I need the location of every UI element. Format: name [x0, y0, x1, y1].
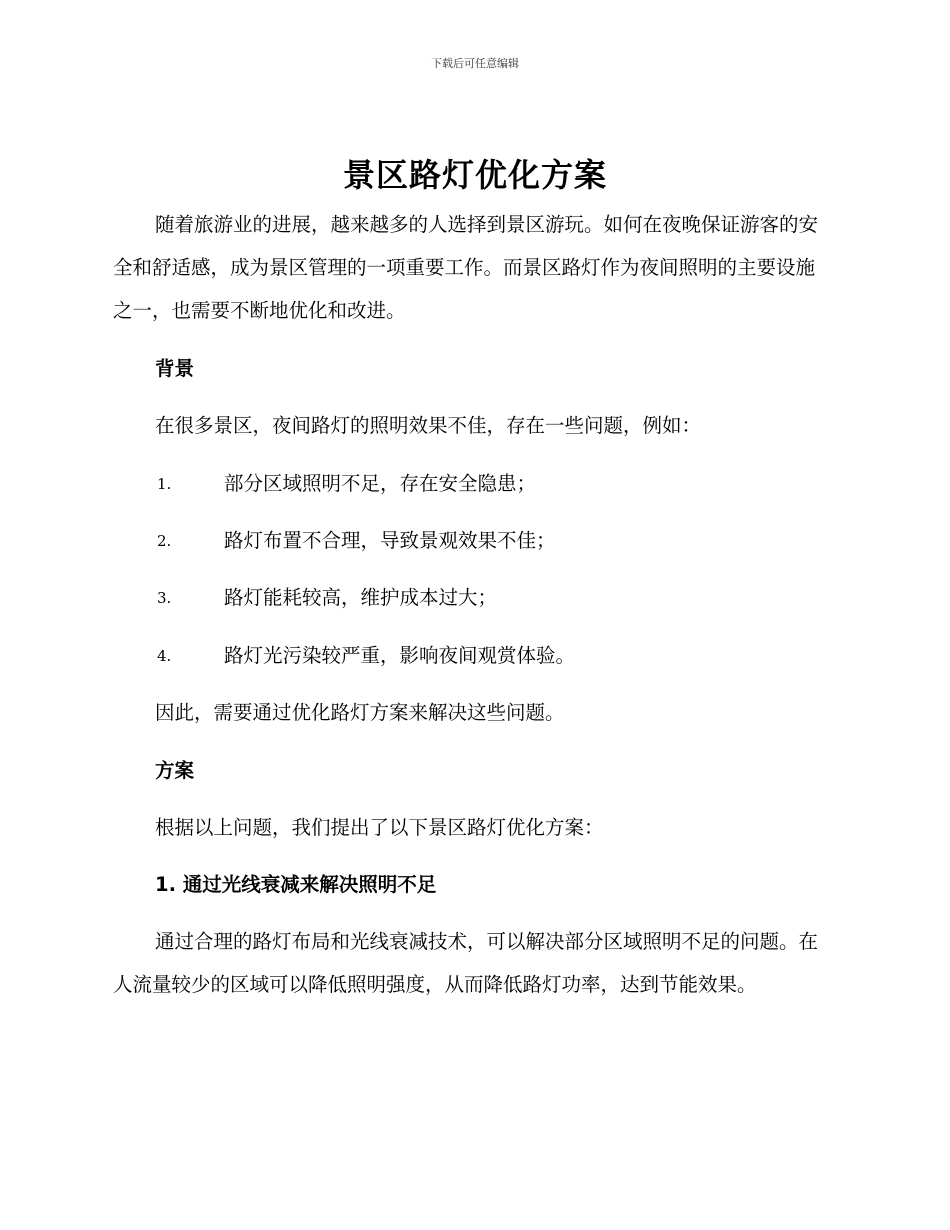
intro-text: 随着旅游业的进展，越来越多的人选择到景区游玩。如何在夜晚保证游客的安全和舒适感，成为景区管理的一项重要工作。而景区路灯作为夜间照明的主要设施之一，也需要不断地优化和改进。: [113, 213, 819, 322]
plan-heading: 方案: [155, 759, 195, 782]
intro-paragraph: [113, 203, 831, 332]
document-title: 景区路灯优化方案: [342, 156, 607, 194]
list-item-text: 路灯光污染较严重，影响夜间观赏体验。: [224, 644, 576, 667]
plan-lead: 根据以上问题，我们提出了以下景区路灯优化方案：: [155, 816, 604, 839]
section1-heading: 1. 通过光线衰减来解决照明不足: [155, 873, 437, 896]
list-item-number: 2.: [157, 532, 172, 550]
section1-paragraph: [113, 920, 831, 1006]
list-item-number: 3.: [157, 589, 172, 607]
list-item-text: 路灯布置不合理，导致景观效果不佳；: [224, 529, 556, 552]
list-item-number: 1.: [157, 475, 172, 493]
background-heading: 背景: [155, 357, 195, 380]
section1-text: 通过合理的路灯布局和光线衰减技术，可以解决部分区域照明不足的问题。在人流量较少的区域可以降低照明强度，从而降低路灯功率，达到节能效果。: [113, 930, 819, 996]
list-item-number: 4.: [157, 647, 172, 665]
page-header-note: 下载后可任意编辑: [431, 57, 519, 70]
list-item-text: 部分区域照明不足，存在安全隐患；: [224, 472, 537, 495]
background-lead: 在很多景区，夜间路灯的照明效果不佳，存在一些问题，例如：: [155, 414, 702, 437]
list-item-text: 路灯能耗较高，维护成本过大；: [224, 586, 498, 609]
conclusion-text: 因此，需要通过优化路灯方案来解决这些问题。: [155, 701, 565, 724]
